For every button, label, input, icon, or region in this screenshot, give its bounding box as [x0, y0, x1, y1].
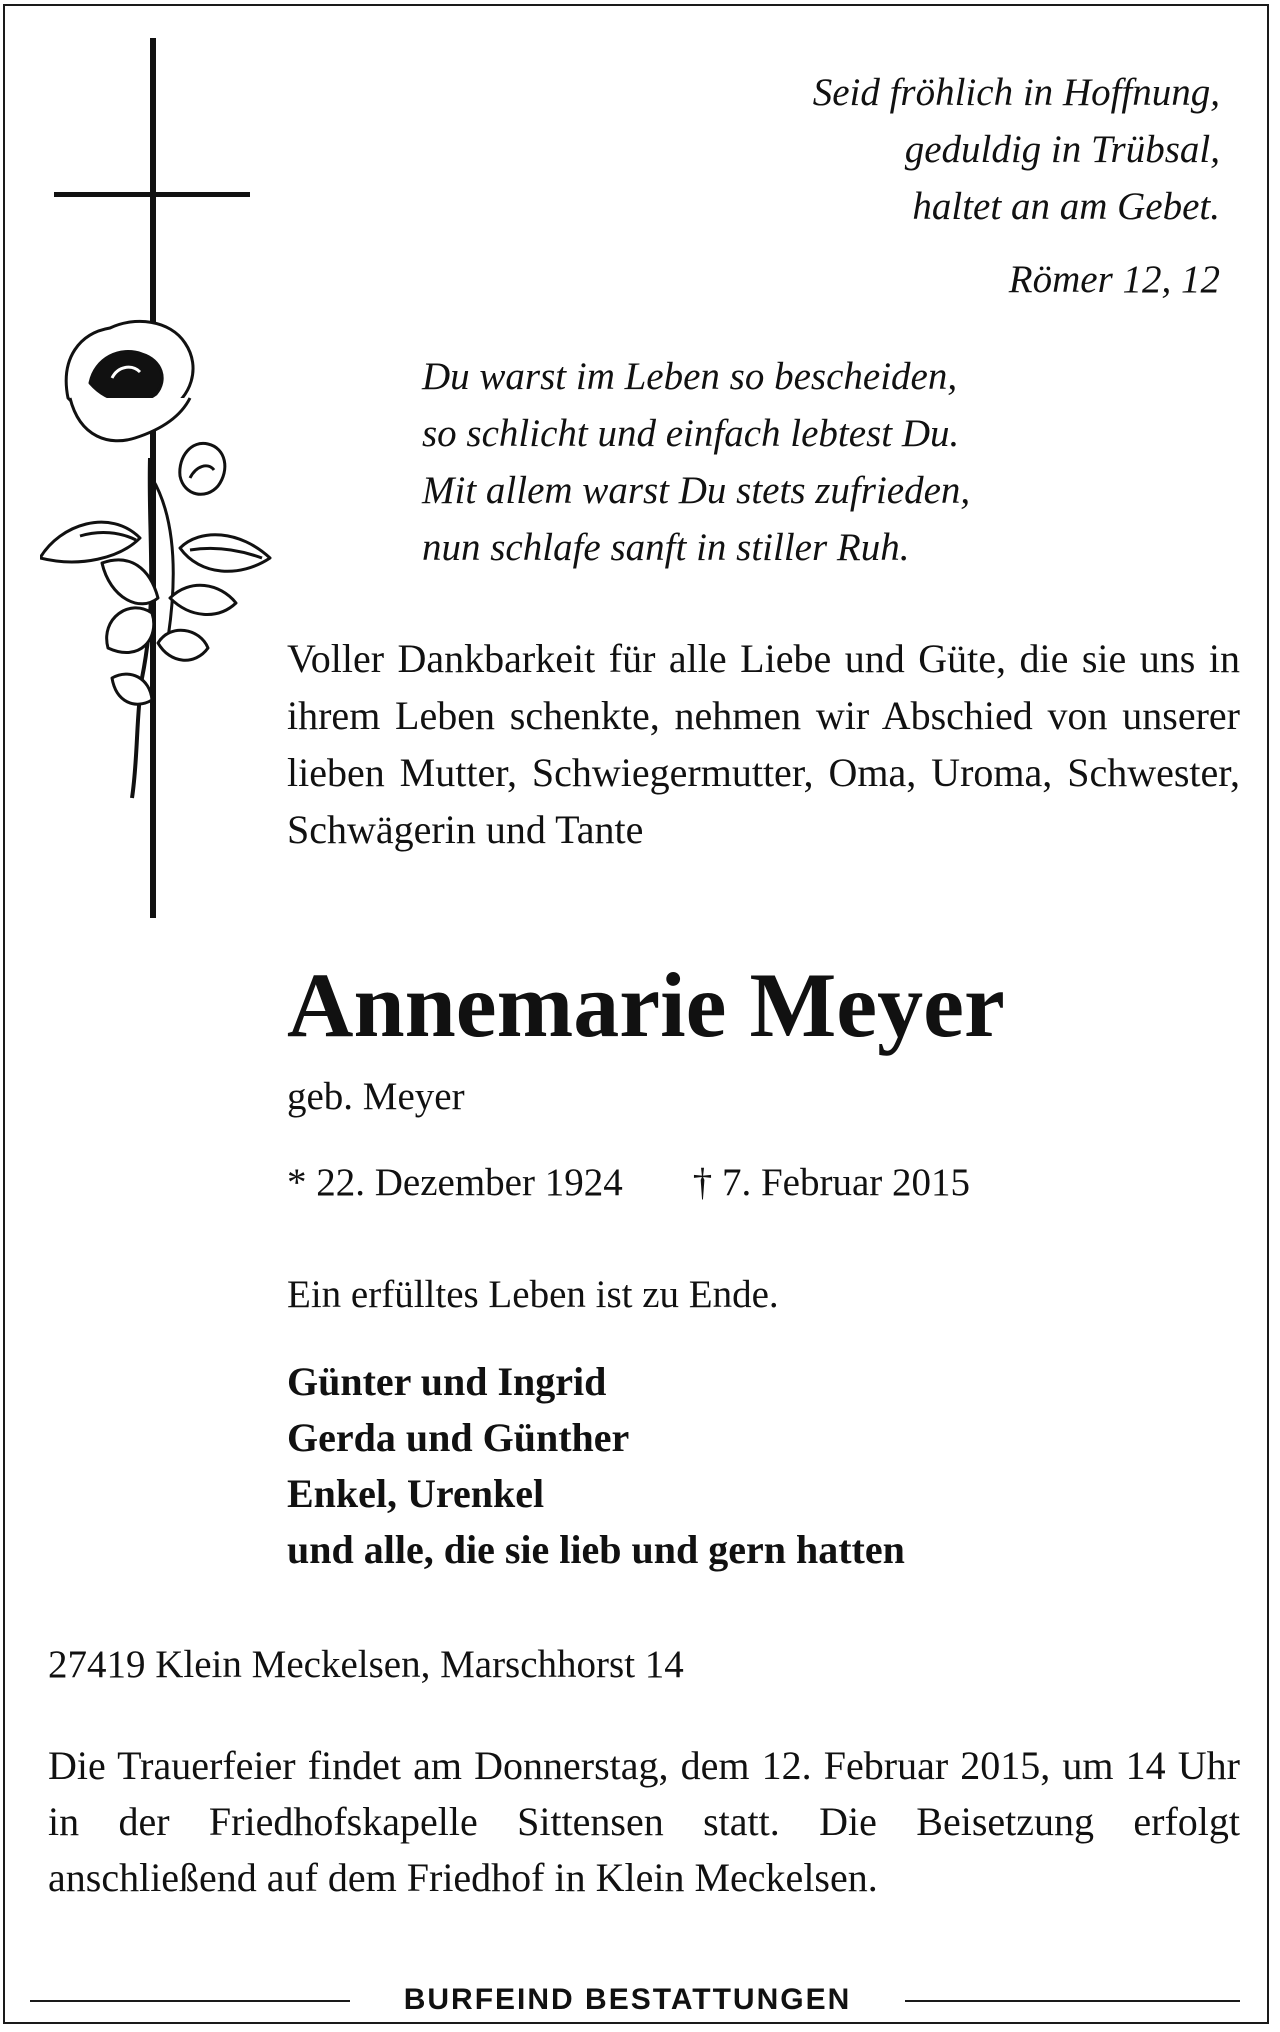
verse-line: geduldig in Trübsal, — [904, 128, 1220, 171]
mourner: Günter und Ingrid — [287, 1359, 607, 1404]
funeral-home-logo: BURFEIND BESTATTUNGEN — [403, 1983, 852, 2016]
life-dates — [287, 1158, 970, 1208]
closing-line: Ein erfülltes Leben ist zu Ende. — [287, 1273, 779, 1316]
bible-verse — [520, 64, 1220, 308]
cross-icon — [40, 38, 280, 928]
mourner: und alle, die sie lieb und gern hatten — [287, 1527, 905, 1572]
verse-line: Seid fröhlich in Hoffnung, — [812, 71, 1220, 114]
poem-line: so schlicht und einfach lebtest Du. — [422, 412, 960, 455]
verse-reference: Römer 12, 12 — [1008, 258, 1220, 301]
birth-name: geb. Meyer — [287, 1075, 465, 1118]
birth-date: * 22. Dezember 1924 — [287, 1161, 623, 1204]
mourners-list — [287, 1354, 905, 1578]
deceased-name: Annemarie Meyer — [287, 954, 1005, 1056]
poem-line: Mit allem warst Du stets zufrieden, — [422, 469, 971, 512]
footer-divider — [905, 2000, 1240, 2002]
intro-text: Voller Dankbarkeit für alle Liebe und Güte, die sie uns in ihrem Leben schenkte, nehmen wir Abschied von unserer lieben Mutter, Schwiegermutter, Oma, Uroma, Schwester, Schwägerin und Tante — [287, 636, 1240, 852]
poem-line: nun schlafe sanft in stiller Ruh. — [422, 526, 910, 569]
address: 27419 Klein Meckelsen, Marschhorst 14 — [48, 1643, 684, 1686]
mourner: Gerda und Günther — [287, 1415, 630, 1460]
footer-divider — [30, 2000, 350, 2002]
service-info: Die Trauerfeier findet am Donnerstag, dem 12. Februar 2015, um 14 Uhr in der Friedhofskapelle Sittensen statt. Die Beisetzung erfolgt anschließend auf dem Friedhof in Klein Meckelsen. — [48, 1743, 1240, 1900]
verse-line: haltet an am Gebet. — [912, 185, 1220, 228]
poem-line: Du warst im Leben so bescheiden, — [422, 355, 958, 398]
mourner: Enkel, Urenkel — [287, 1471, 545, 1516]
death-date: † 7. Februar 2015 — [692, 1161, 971, 1204]
poem — [422, 348, 1222, 576]
